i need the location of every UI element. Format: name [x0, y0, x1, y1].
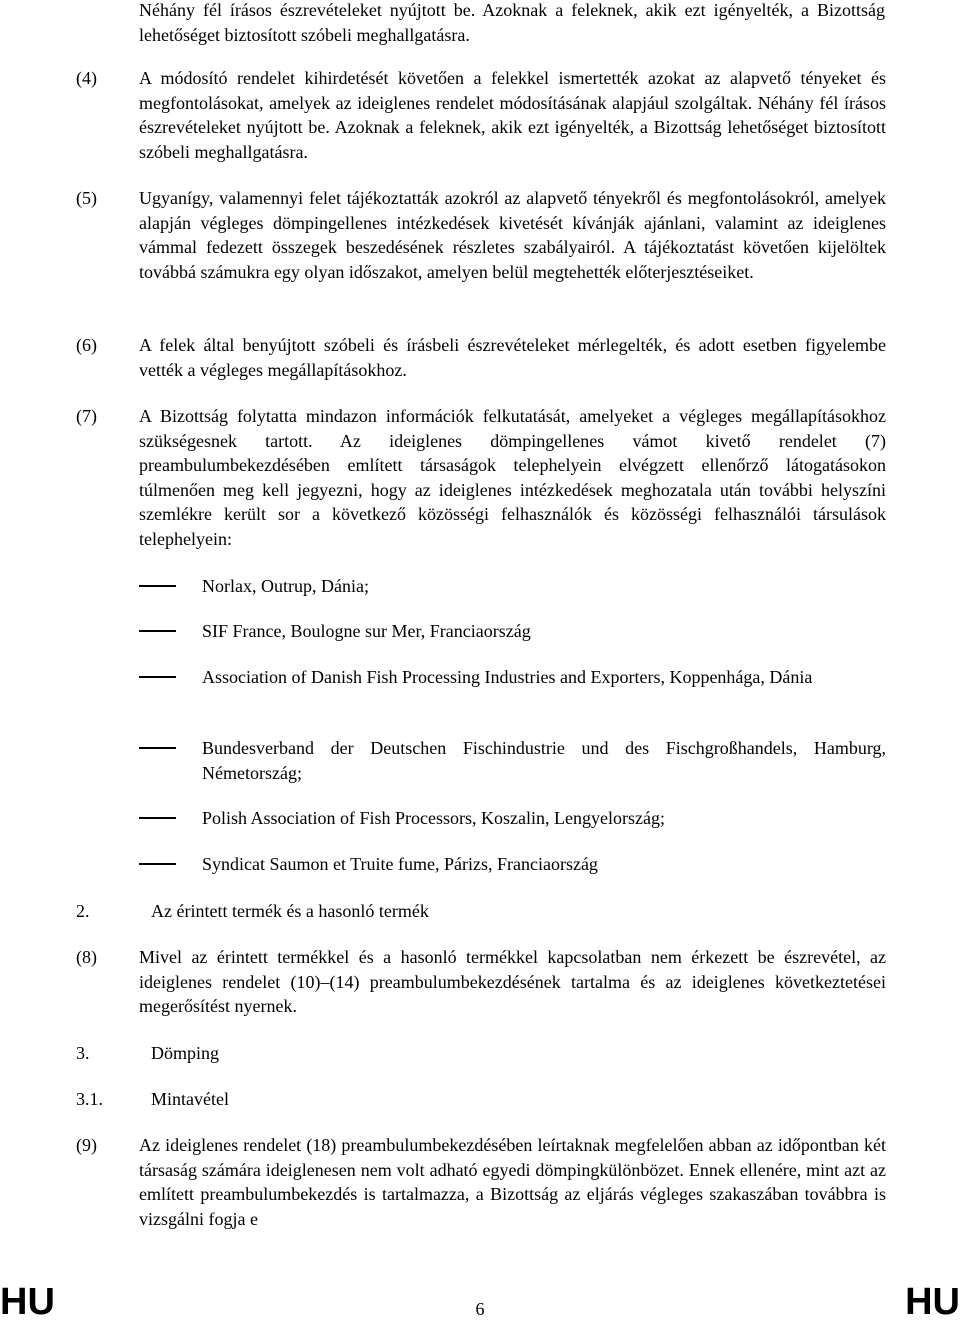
paragraph-text: Az ideiglenes rendelet (18) preambulumbekezdésében leírtaknak megfelelően abban az időpontban két társaság számára ideiglenesen nem volt adható egyedi dömpingkülönbözet. Ennek ellenére, mint azt az említett preambulumbekezdés is tartalmazza, a Bizottság az eljárás végleges szakaszában továbbra is vizsgálni fogja e	[139, 1135, 886, 1229]
continuation-sentence-2: Azoknak a feleknek, akik ezt igényelték, a Bizottság lehetőséget biztosított szóbeli meghallgatásra.	[139, 0, 885, 45]
paragraph-number: (4)	[76, 68, 97, 88]
footer-language-code-right: HU	[905, 1281, 960, 1323]
heading-title: Mintavétel	[151, 1089, 229, 1109]
list-item-text: Bundesverband der Deutschen Fischindustrie und des Fischgroßhandels, Hamburg, Németország;	[202, 738, 886, 783]
list-item	[139, 665, 886, 690]
list-item	[139, 619, 886, 644]
footer-language-code-left: HU	[0, 1281, 55, 1323]
heading-number: 2.	[76, 901, 90, 921]
paragraph-9	[76, 1133, 886, 1231]
list-item	[139, 574, 886, 599]
continuation-sentence-1: Néhány fél írásos észrevételeket nyújtott be.	[139, 0, 476, 20]
dash-bullet	[139, 863, 176, 865]
paragraph-text: Néhány fél írásos észrevételeket nyújtott be.	[139, 92, 886, 137]
paragraph-number: (9)	[76, 1135, 97, 1155]
paragraph-text: A tájékoztatást követően kijelöltek továbbá számukra egy olyan időszakot, amelyen belül megtehették előterjesztéseiket.	[139, 237, 886, 282]
paragraph-7	[76, 404, 886, 551]
heading-number: 3.	[76, 1043, 90, 1063]
paragraph-text: Ugyanígy, valamennyi felet tájékoztatták azokról az alapvető tényekről és megfontolásokról, amelyek alapján végleges dömpingellenes intézkedések kivetését kívánják ajánlani, valamint az ideiglenes vámmal fedezett összegek beszedésének részletes szabályairól.	[139, 188, 886, 257]
paragraph-number: (8)	[76, 947, 97, 967]
dash-bullet	[139, 585, 176, 587]
list-item	[139, 852, 886, 877]
paragraph-number: (7)	[76, 406, 97, 426]
page-number: 6	[475, 1299, 485, 1319]
list-item	[139, 806, 886, 831]
dash-bullet	[139, 630, 176, 632]
list-item-text: Association of Danish Fish Processing Industries and Exporters, Koppenhága, Dánia	[202, 667, 813, 687]
continued-paragraph	[139, 0, 885, 47]
list-item	[139, 736, 886, 785]
paragraph-text: Mivel az érintett termékkel és a hasonló termékkel kapcsolatban nem érkezett be észrevétel, az ideiglenes rendelet (10)–(14) preambulumbekezdésének tartalma és az ideiglenes következtetései megerősítést nyernek.	[139, 947, 886, 1016]
paragraph-text: A módosító rendelet kihirdetését követően a felekkel ismertették azokat az alapvető tényeket és megfontolásokat, amelyek az ideiglenes rendelet módosításának alapjául szolgáltak.	[139, 68, 886, 113]
paragraph-8	[76, 945, 886, 1019]
list-item-text: Norlax, Outrup, Dánia;	[202, 576, 369, 596]
paragraph-number: (6)	[76, 335, 97, 355]
paragraph-4	[76, 66, 886, 164]
list-item-text: Polish Association of Fish Processors, Koszalin, Lengyelország;	[202, 808, 665, 828]
paragraph-text: Az ideiglenes dömpingellenes vámot kivető rendelet (7) preambulumbekezdésében említett társaságok telephelyein elvégzett ellenőrző látogatásokon túlmenően meg kell jegyezni, hogy az ideiglenes intézkedések meghozatala után további helyszíni szemlékre került sor a következő közösségi felhasználók és közösségi felhasználói társulások telephelyein:	[139, 430, 886, 549]
paragraph-number: (5)	[76, 188, 97, 208]
dash-bullet	[139, 747, 176, 749]
heading-title: Az érintett termék és a hasonló termék	[151, 901, 429, 921]
paragraph-5	[76, 186, 886, 284]
list-item-text: Syndicat Saumon et Truite fume, Párizs, Franciaország	[202, 854, 598, 874]
dash-bullet	[139, 817, 176, 819]
paragraph-text: Azoknak a feleknek, akik ezt igényelték, a Bizottság lehetőséget biztosított szóbeli meghallgatásra.	[139, 117, 887, 162]
heading-title: Dömping	[151, 1043, 220, 1063]
list-item-text: SIF France, Boulogne sur Mer, Franciaország	[202, 621, 531, 641]
heading-number: 3.1.	[76, 1089, 103, 1109]
dash-bullet	[139, 676, 176, 678]
paragraph-text: A Bizottság folytatta mindazon információk felkutatását, amelyeket a végleges megállapításokhoz szükségesnek tartott.	[139, 406, 886, 451]
paragraph-text: A felek által benyújtott szóbeli és írásbeli észrevételeket mérlegelték, és adott esetben figyelembe vették a végleges megállapításokhoz.	[139, 335, 886, 380]
paragraph-6	[76, 333, 886, 382]
